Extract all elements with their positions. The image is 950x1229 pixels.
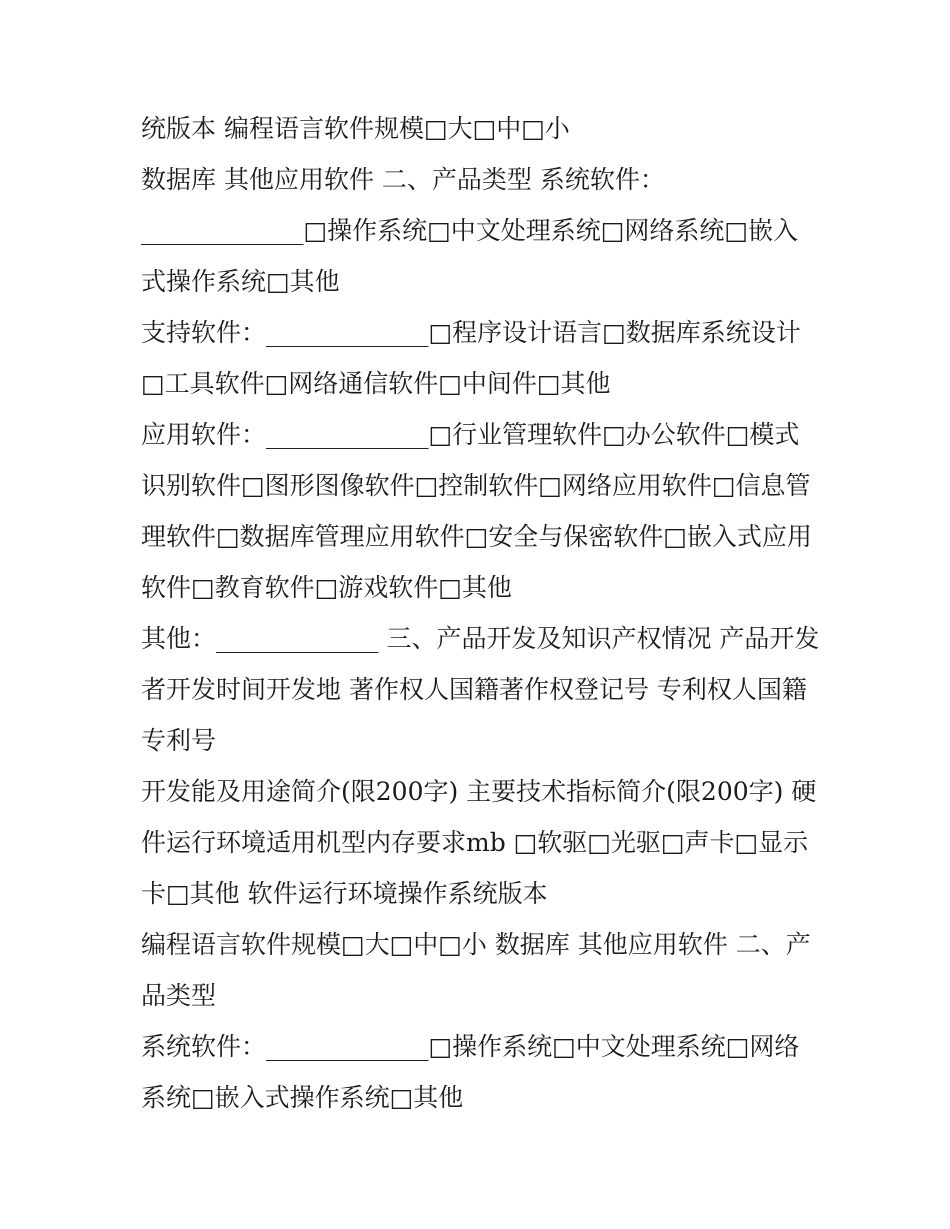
text-line: 者开发时间开发地 著作权人国籍著作权登记号 专利权人国籍 [141,675,807,704]
text-line: 软件□教育软件□游戏软件□其他 [141,573,512,602]
text-line: 统版本 编程语言软件规模□大□中□小 [141,114,570,143]
text-line: 识别软件□图形图像软件□控制软件□网络应用软件□信息管 [141,471,811,500]
text-line: 支持软件：_____________□程序设计语言□数据库系统设计 [141,318,801,347]
text-line: 式操作系统□其他 [141,267,340,296]
text-line: 系统□嵌入式操作系统□其他 [141,1083,464,1112]
text-line: 专利号 [141,726,217,755]
text-line: 其他：_____________ 三、产品开发及知识产权情况 产品开发 [141,624,820,653]
text-line: 系统软件：_____________□操作系统□中文处理系统□网络 [141,1032,800,1061]
text-line: 理软件□数据库管理应用软件□安全与保密软件□嵌入式应用 [141,522,812,551]
text-line: 件运行环境适用机型内存要求mb □软驱□光驱□声卡□显示 [141,828,809,857]
text-line: 开发能及用途简介(限200字) 主要技术指标简介(限200字) 硬 [141,777,817,806]
text-line: _____________□操作系统□中文处理系统□网络系统□嵌入 [141,216,798,245]
text-line: □工具软件□网络通信软件□中间件□其他 [141,369,611,398]
text-line: 品类型 [141,981,217,1010]
text-line: 应用软件：_____________□行业管理软件□办公软件□模式 [141,420,800,449]
text-line: 编程语言软件规模□大□中□小 数据库 其他应用软件 二、产 [141,930,811,959]
text-line: 卡□其他 软件运行环境操作系统版本 [141,879,548,908]
text-line: 数据库 其他应用软件 二、产品类型 系统软件： [141,165,665,194]
